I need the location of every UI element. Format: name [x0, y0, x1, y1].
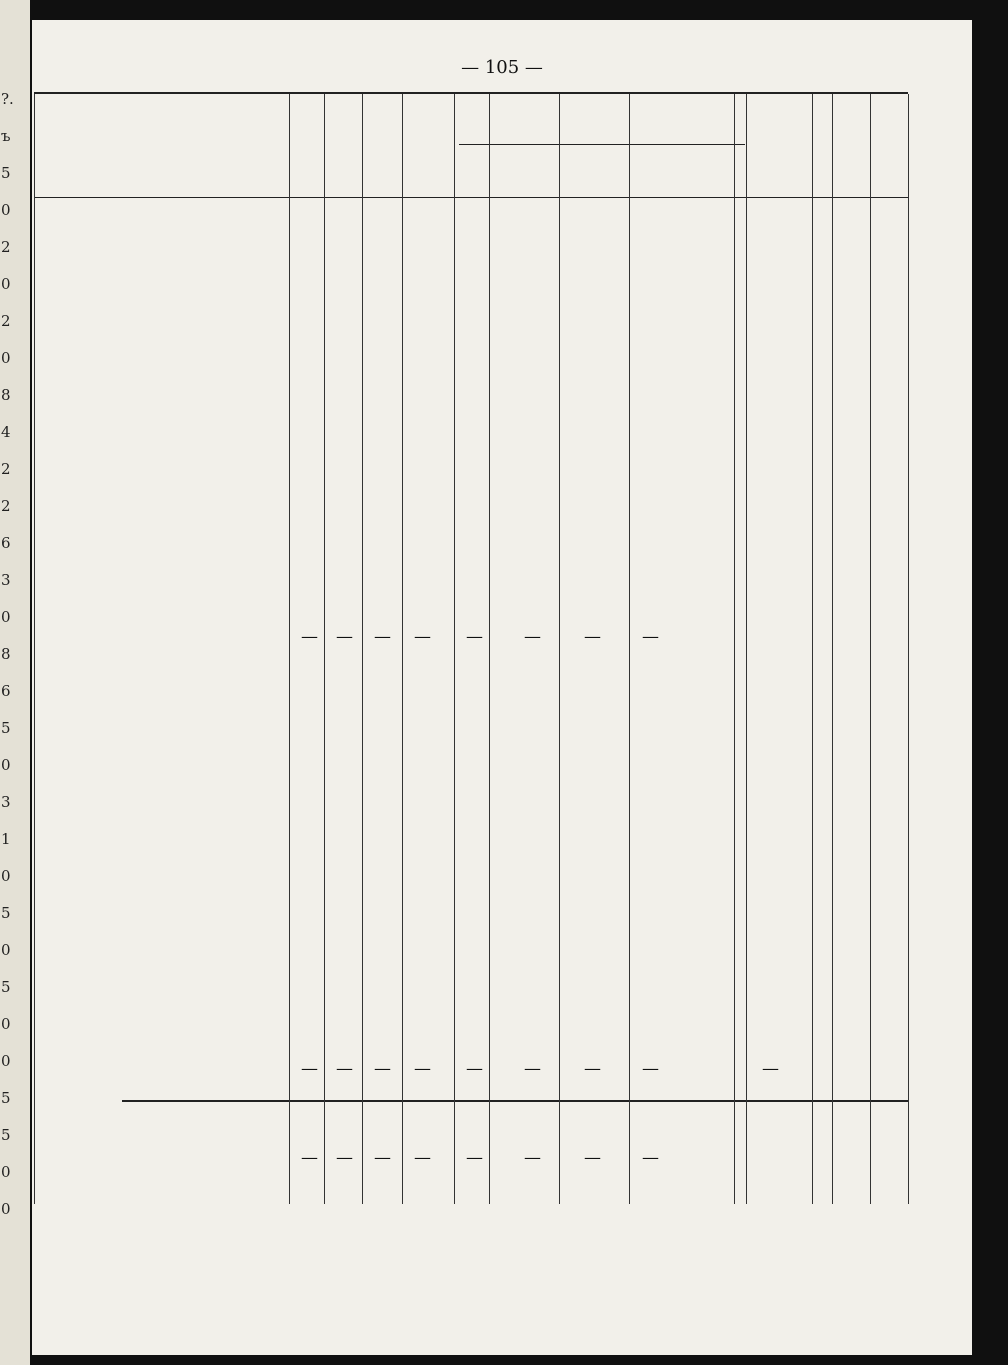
dash: — [301, 1059, 318, 1079]
dash: — [414, 1148, 431, 1168]
margin-glyph: 1 [1, 830, 11, 848]
inventory-table [34, 92, 908, 1212]
vsego-rule [122, 1100, 908, 1102]
margin-glyph: 6 [1, 534, 11, 552]
adjacent-page-edge [0, 0, 30, 1365]
margin-glyph: 5 [1, 904, 11, 922]
margin-glyph: 2 [1, 460, 11, 478]
column-divider [362, 94, 363, 1204]
margin-glyph: 8 [1, 386, 11, 404]
margin-glyph: 0 [1, 1163, 11, 1181]
margin-glyph: 0 [1, 867, 11, 885]
dash: — [336, 1059, 353, 1079]
column-divider [402, 94, 403, 1204]
header-col-label [289, 98, 324, 194]
header-fittings [754, 98, 806, 194]
dash: — [524, 1148, 541, 1168]
dash: — [301, 1148, 318, 1168]
table-left-border [34, 94, 35, 1204]
dash: — [584, 1148, 601, 1168]
header-col-label [324, 98, 362, 194]
margin-glyph: 0 [1, 1200, 11, 1218]
header-total2 [872, 98, 908, 194]
margin-glyph: 4 [1, 423, 11, 441]
margin-glyph: 3 [1, 571, 11, 589]
column-divider [324, 94, 325, 1204]
table-top-rule [34, 92, 908, 94]
dash: — [762, 1059, 779, 1079]
column-divider [870, 94, 871, 1204]
dash: — [584, 1059, 601, 1079]
margin-glyph: 0 [1, 201, 11, 219]
margin-glyph: 8 [1, 645, 11, 663]
header-total [816, 98, 856, 194]
dash: — [414, 1059, 431, 1079]
dash: — [642, 1148, 659, 1168]
dash: — [301, 627, 318, 647]
header-col-label [362, 98, 402, 194]
margin-glyph: 3 [1, 793, 11, 811]
column-divider [734, 94, 735, 1204]
dash: — [374, 627, 391, 647]
dash: — [374, 1059, 391, 1079]
margin-glyph: ?. [1, 90, 14, 108]
dash: — [466, 1059, 483, 1079]
header-bottom-rule [34, 197, 908, 198]
column-divider [832, 94, 833, 1204]
margin-glyph: 0 [1, 1015, 11, 1033]
column-divider [908, 94, 909, 1204]
materials-rule [459, 144, 745, 145]
document-page [32, 20, 972, 1355]
dash: — [524, 627, 541, 647]
margin-glyph: 5 [1, 719, 11, 737]
margin-glyph: 0 [1, 349, 11, 367]
dash: — [336, 627, 353, 647]
dash: — [466, 627, 483, 647]
column-divider [489, 94, 490, 1204]
margin-glyph: 0 [1, 1052, 11, 1070]
dash: — [584, 627, 601, 647]
margin-glyph: 2 [1, 312, 11, 330]
dash: — [336, 1148, 353, 1168]
margin-glyph: 5 [1, 164, 11, 182]
column-divider [559, 94, 560, 1204]
page-number: — 105 — [461, 57, 543, 78]
dash: — [524, 1059, 541, 1079]
margin-glyph: 5 [1, 1089, 11, 1107]
column-divider [812, 94, 813, 1204]
margin-glyph: 2 [1, 238, 11, 256]
dash: — [374, 1148, 391, 1168]
dash: — [642, 627, 659, 647]
dash: — [414, 627, 431, 647]
margin-glyph: 0 [1, 756, 11, 774]
column-divider [629, 94, 630, 1204]
margin-glyph: 0 [1, 941, 11, 959]
margin-glyph: 5 [1, 1126, 11, 1144]
column-divider [454, 94, 455, 1204]
margin-glyph: ъ [1, 127, 11, 145]
margin-glyph: 2 [1, 497, 11, 515]
header-col-label [402, 98, 454, 194]
column-divider [289, 94, 290, 1204]
column-divider [746, 94, 747, 1204]
dash: — [466, 1148, 483, 1168]
margin-glyph: 6 [1, 682, 11, 700]
dash: — [642, 1059, 659, 1079]
margin-glyph: 5 [1, 978, 11, 996]
margin-glyph: 0 [1, 608, 11, 626]
margin-glyph: 0 [1, 275, 11, 293]
